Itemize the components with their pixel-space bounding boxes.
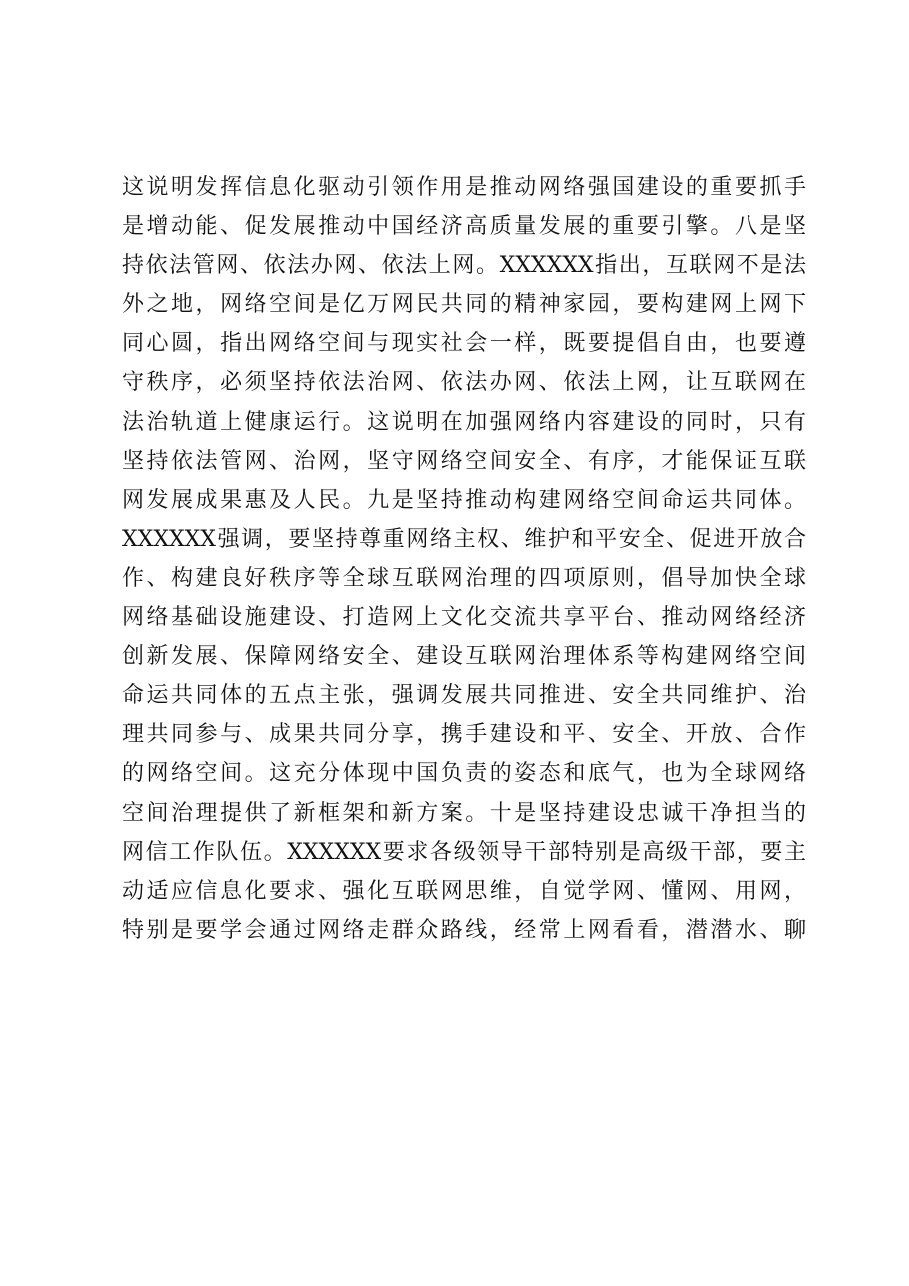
text-line: 理共同参与、成果共同分享，携手建设和平、安全、开放、合作 (122, 722, 806, 748)
text-line: 空间治理提供了新框架和新方案。十是坚持建设忠诚干净担当的 (122, 800, 806, 826)
text-line: 守秩序，必须坚持依法治网、依法办网、依法上网，让互联网在 (122, 370, 806, 396)
text-line: 命运共同体的五点主张，强调发展共同推进、安全共同维护、治 (122, 683, 806, 709)
text-line: 网信工作队伍。XXXXXX要求各级领导干部特别是高级干部，要主 (122, 839, 806, 865)
text-line: 坚持依法管网、治网，坚守网络空间安全、有序，才能保证互联 (122, 448, 806, 474)
text-line: 特别是要学会通过网络走群众路线，经常上网看看，潜潜水、聊 (122, 917, 806, 943)
text-line: XXXXXX强调，要坚持尊重网络主权、维护和平安全、促进开放合 (122, 526, 806, 552)
text-line: 这说明发挥信息化驱动引领作用是推动网络强国建设的重要抓手 (122, 175, 806, 200)
text-line: 是增动能、促发展推动中国经济高质量发展的重要引擎。八是坚 (122, 214, 806, 240)
text-line: 外之地，网络空间是亿万网民共同的精神家园，要构建网上网下 (122, 292, 806, 318)
text-line: 网发展成果惠及人民。九是坚持推动构建网络空间命运共同体。 (122, 487, 806, 513)
text-line: 法治轨道上健康运行。这说明在加强网络内容建设的同时，只有 (122, 409, 806, 435)
text-line: 同心圆，指出网络空间与现实社会一样，既要提倡自由，也要遵 (122, 331, 806, 357)
text-line: 动适应信息化要求、强化互联网思维，自觉学网、懂网、用网， (122, 878, 806, 904)
body-paragraph (122, 168, 806, 950)
text-line: 作、构建良好秩序等全球互联网治理的四项原则，倡导加快全球 (122, 565, 806, 591)
text-line: 持依法管网、依法办网、依法上网。XXXXXX指出，互联网不是法 (122, 253, 806, 279)
text-line: 的网络空间。这充分体现中国负责的姿态和底气，也为全球网络 (122, 761, 806, 787)
text-line: 创新发展、保障网络安全、建设互联网治理体系等构建网络空间 (122, 644, 806, 670)
text-line: 网络基础设施建设、打造网上文化交流共享平台、推动网络经济 (122, 605, 806, 631)
